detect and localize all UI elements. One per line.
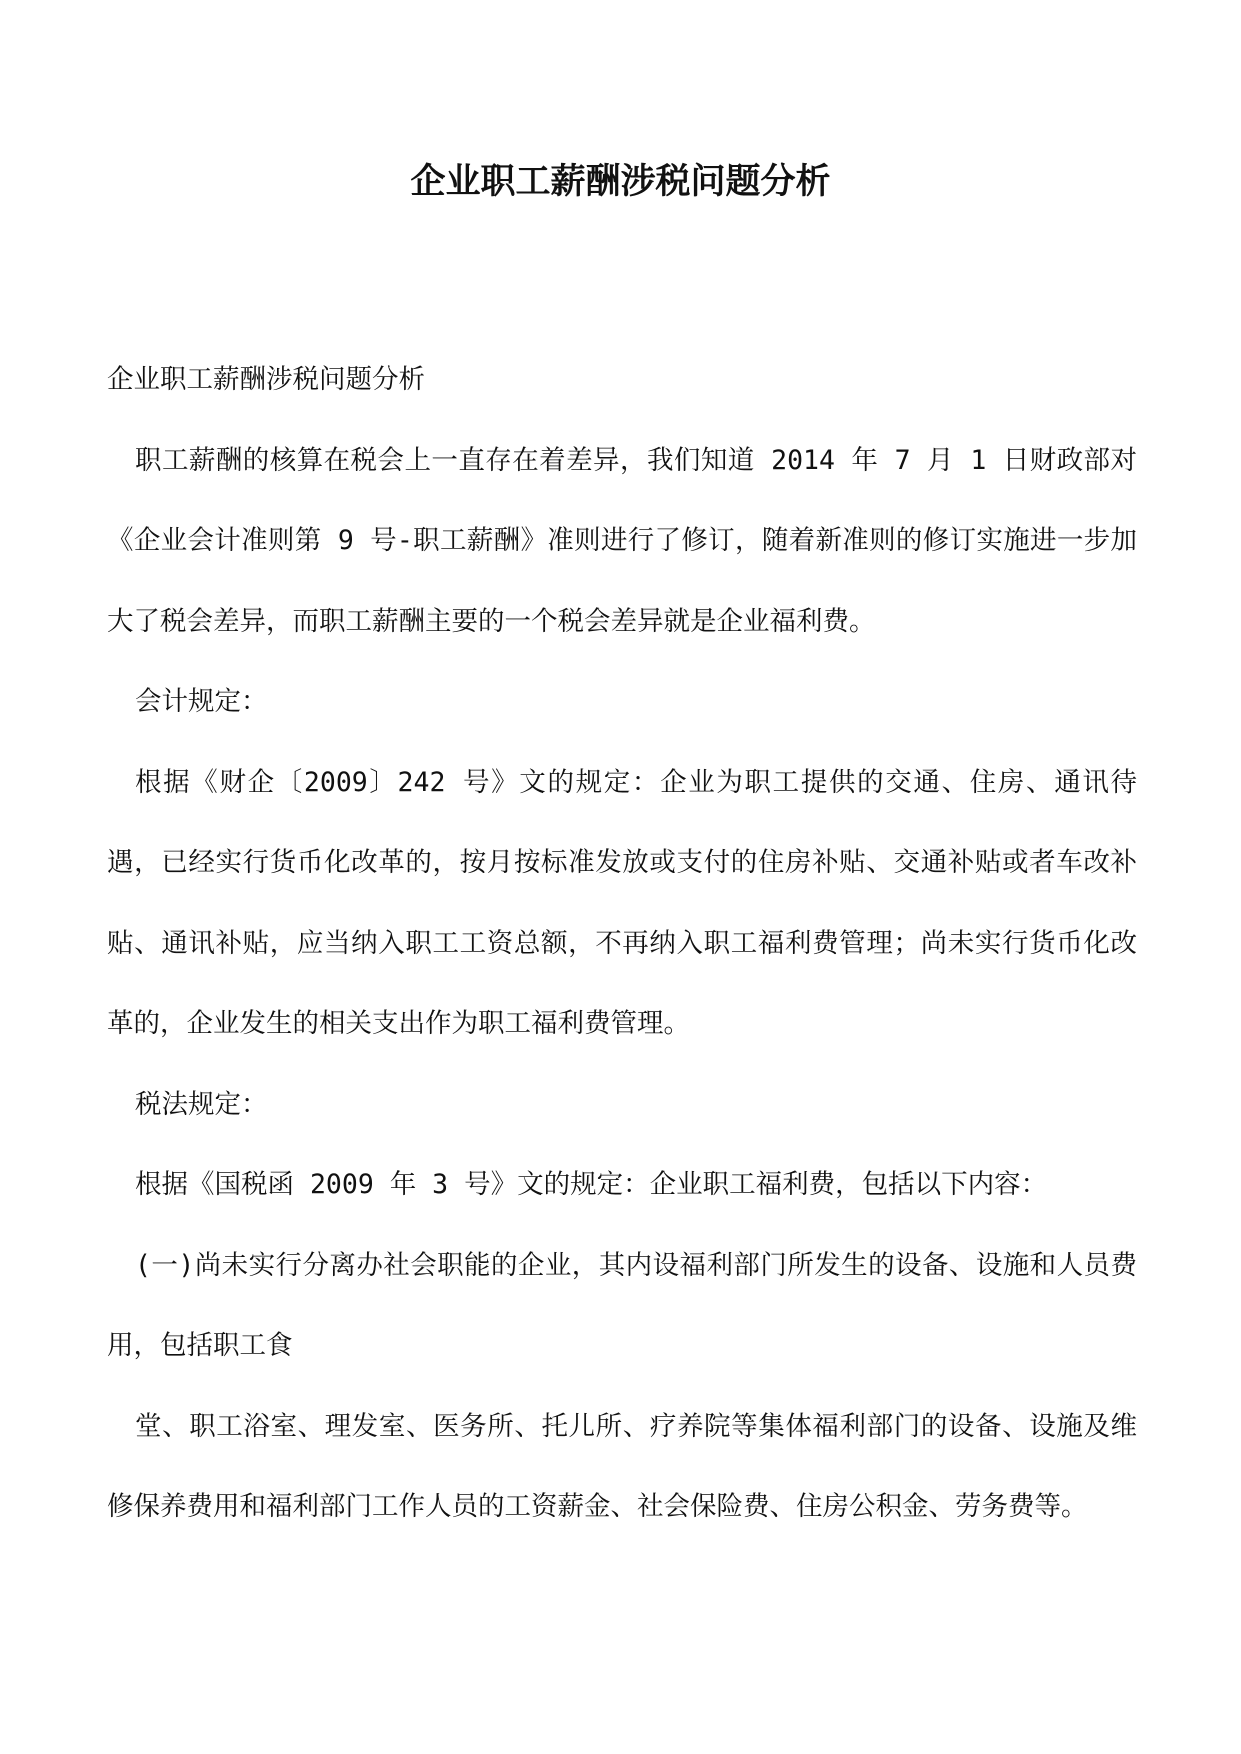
paragraph-item-one-continued: 堂、职工浴室、理发室、医务所、托儿所、疗养院等集体福利部门的设备、设施及维修保养费用和福利部门工作人员的工资薪金、社会保险费、住房公积金、劳务费等。: [107, 1410, 1137, 1522]
document-title: 企业职工薪酬涉税问题分析: [410, 161, 831, 202]
paragraph-accounting-rule-label: 会计规定：: [135, 686, 268, 717]
document-body: [107, 340, 1137, 1548]
paragraph-heading: 企业职工薪酬涉税问题分析: [107, 364, 425, 395]
paragraph-tax-rule: 根据《国税函 2009 年 3 号》文的规定：企业职工福利费，包括以下内容：: [135, 1169, 1048, 1200]
paragraph-item-one: (一)尚未实行分离办社会职能的企业，其内设福利部门所发生的设备、设施和人员费用，包括职工食: [107, 1249, 1137, 1361]
paragraph-intro: 职工薪酬的核算在税会上一直存在着差异，我们知道 2014 年 7 月 1 日财政部对《企业会计准则第 9 号-职工薪酬》准则进行了修订，随着新准则的修订实施进一步加大了税会差异，而职工薪酬主要的一个税会差异就是企业福利费。: [107, 444, 1137, 637]
paragraph-tax-rule-label: 税法规定：: [135, 1088, 268, 1120]
paragraph-accounting-rule: 根据《财企〔2009〕242 号》文的规定：企业为职工提供的交通、住房、通讯待遇，已经实行货币化改革的，按月按标准发放或支付的住房补贴、交通补贴或者车改补贴、通讯补贴，应当纳入职工工资总额，不再纳入职工福利费管理；尚未实行货币化改革的，企业发生的相关支出作为职工福利费管理。: [107, 766, 1137, 1039]
